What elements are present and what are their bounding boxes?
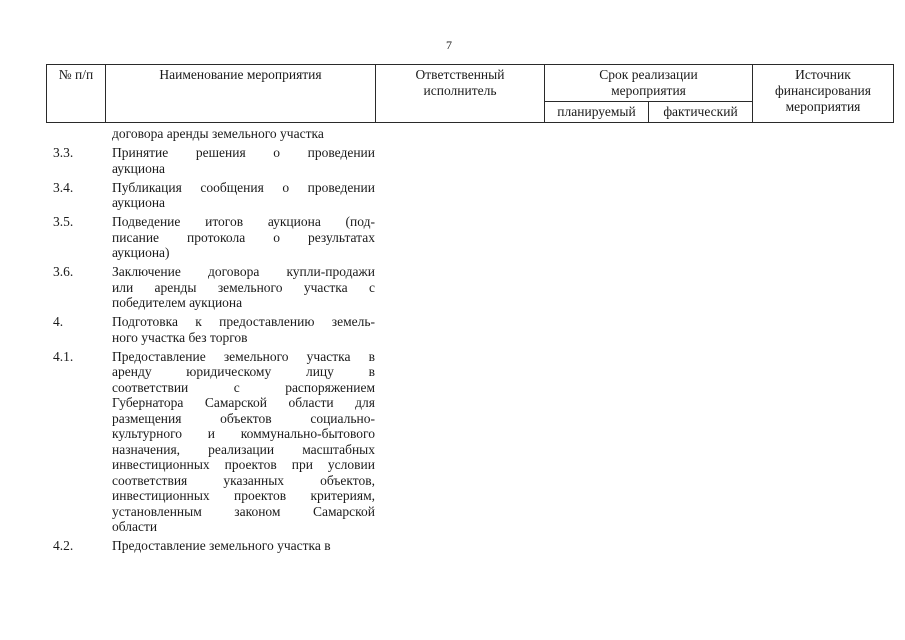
row-text [112,180,375,211]
row-text-line: писание протокола о результатах [112,229,375,245]
row-text-line: Публикация сообщения о проведении [112,179,375,195]
row-text-line: Подведение итогов аукциона (под- [112,214,375,229]
header-col-source [753,65,894,123]
row-text-line: аукциона) [112,245,170,260]
header-col-term-line1: Срок реализации [599,67,698,82]
header-col-responsible [376,65,545,123]
table-row [46,349,386,535]
row-text [112,214,375,261]
table-row [46,214,386,261]
table-row [46,314,386,345]
row-text [112,264,375,311]
row-text-line: культурного и коммунально-бытового [112,426,375,441]
header-col-source-line1: Источник [795,67,851,82]
row-text-line: аренду юридическому лицу в [112,364,375,379]
row-text-line: инвестиционных проектов критериям, [112,488,375,503]
header-col-term [545,65,753,102]
header-col-source-line2: финансирования [775,83,871,98]
row-text-line: соответствия указанных объектов, [112,472,375,488]
table-row [46,145,386,176]
header-col-source-line3: мероприятия [785,99,861,114]
table-row [46,538,386,554]
row-text-line: установленным законом Самарской [112,503,375,519]
row-number [46,126,112,142]
header-col-term-line2: мероприятия [611,83,686,98]
page-number: 7 [446,38,452,52]
row-number: 4.2. [53,538,74,553]
row-text-line: аукциона [112,160,166,176]
row-text-line: инвестиционных проектов при условии [112,457,375,472]
row-text-line: Губернатора Самарской области для [112,395,375,410]
row-text-line: победителем аукциона [112,295,243,310]
header-col-responsible-line1: Ответственный [415,67,505,82]
header-col-actual [649,102,753,123]
table-row [46,126,386,142]
row-number: 4. [53,314,64,329]
header-col-responsible-line2: исполнитель [423,83,497,98]
row-text-line: Подготовка к предоставлению земель- [112,314,375,329]
table-row [46,180,386,211]
header-col-number [47,65,106,123]
row-text-line: области [112,519,158,534]
row-text-line: или аренды земельного участка с [112,279,375,295]
header-col-name-label: Наименование мероприятия [159,67,322,82]
row-text-line: Предоставление земельного участка в [112,538,331,553]
row-text [112,145,375,176]
row-text [112,314,375,345]
row-number: 4.1. [53,348,74,364]
row-text-line: аукциона [112,195,166,210]
header-col-number-label: № п/п [58,67,94,82]
row-number: 3.3. [53,145,74,160]
row-text-line: договора аренды земельного участка [112,126,324,141]
header-col-planned [545,102,649,123]
row-text-line: Принятие решения о проведении [112,145,375,160]
row-text-line: Заключение договора купли-продажи [112,264,375,279]
row-text [112,126,375,142]
header-col-name [106,65,376,123]
row-number: 3.6. [53,264,74,279]
table-row [46,264,386,311]
row-text-line: назначения, реализации масштабных [112,441,375,457]
row-text-line: размещения объектов социально- [112,410,375,426]
row-text-line: ного участка без торгов [112,329,248,345]
row-text-line: Предоставление земельного участка в [112,348,375,364]
table-body [46,126,386,557]
table-header [46,64,894,123]
row-text-line: соответствии с распоряжением [112,379,375,395]
row-number: 3.4. [53,179,74,195]
header-col-actual-label: фактический [663,104,738,119]
header-col-planned-label: планируемый [557,104,636,119]
row-number: 3.5. [53,214,74,229]
row-text [112,349,375,535]
row-text [112,538,375,554]
